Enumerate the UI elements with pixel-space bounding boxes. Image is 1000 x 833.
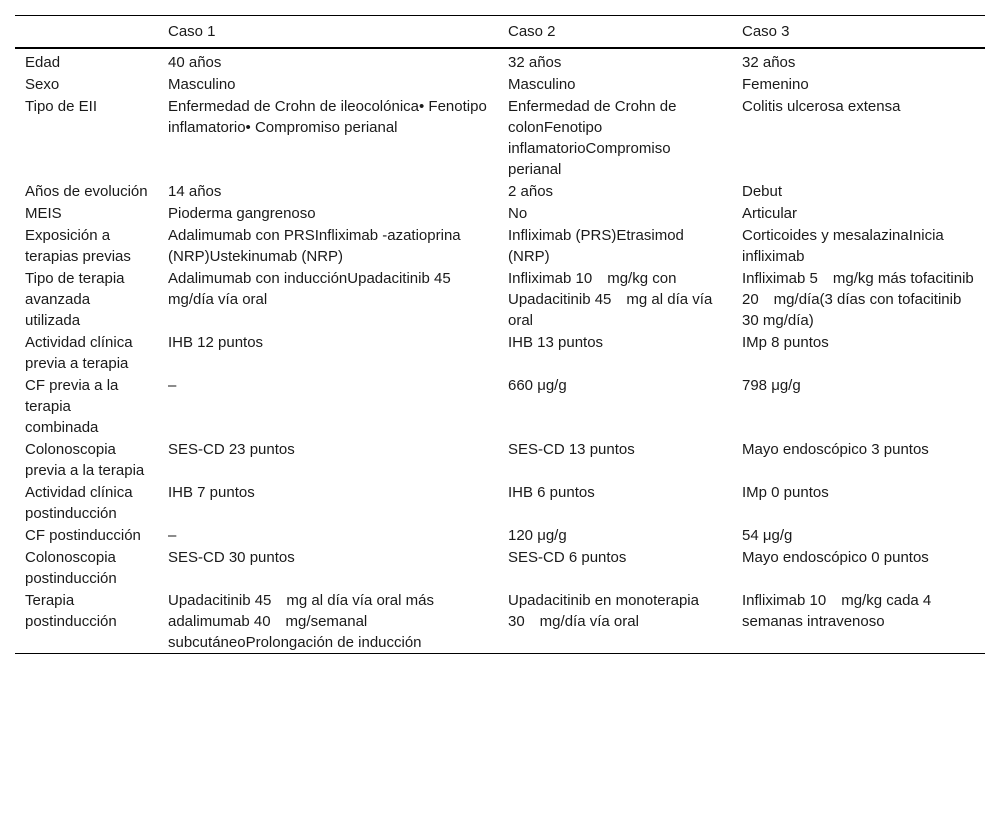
caso-3-cell: Debut <box>742 183 783 200</box>
caso-1-cell: Adalimumab con inducciónUpadacitinib 45 mg/día vía oral <box>168 270 466 308</box>
caso-2-cell: IHB 13 puntos <box>508 334 604 351</box>
table-row <box>15 95 985 180</box>
caso-3-cell: 32 años <box>742 54 796 71</box>
row-label: Edad <box>25 54 61 71</box>
row-label: Colonoscopia previa a la terapia <box>25 441 145 479</box>
row-label: Tipo de terapia avanzada utilizada <box>25 270 125 329</box>
table-row <box>15 202 985 224</box>
caso-2-cell: Infliximab (PRS)Etrasimod (NRP) <box>508 227 684 265</box>
table-row <box>15 546 985 589</box>
caso-1-cell: SES-CD 23 puntos <box>168 441 295 458</box>
caso-1-cell: – <box>168 377 177 394</box>
table-row <box>15 331 985 374</box>
caso-1-cell: 40 años <box>168 54 222 71</box>
header-row <box>15 16 985 49</box>
case-comparison-table-container <box>15 15 985 654</box>
caso-1-cell: Adalimumab con PRSInfliximab -azatioprina (NRP)Ustekinumab (NRP) <box>168 227 461 265</box>
caso-2-cell: 120 μg/g <box>508 527 567 544</box>
header-cell-empty <box>15 16 158 49</box>
caso-1-cell: Pioderma gangrenoso <box>168 205 316 222</box>
row-label: Actividad clínica previa a terapia <box>25 334 133 372</box>
caso-3-cell: Corticoides y mesalazinaInicia infliximab <box>742 227 944 265</box>
caso-3-cell: Infliximab 10 mg/kg cada 4 semanas intravenoso <box>742 592 932 630</box>
case-comparison-table <box>15 15 985 654</box>
caso-2-cell: Infliximab 10 mg/kg con Upadacitinib 45 mg al día vía oral <box>508 270 713 329</box>
row-label: Exposición a terapias previas <box>25 227 131 265</box>
caso-3-cell: Colitis ulcerosa extensa <box>742 98 901 115</box>
caso-3-cell: Mayo endoscópico 0 puntos <box>742 549 929 566</box>
caso-1-cell: IHB 7 puntos <box>168 484 255 501</box>
row-label: Actividad clínica postinducción <box>25 484 133 522</box>
row-label: Sexo <box>25 76 60 93</box>
table-row <box>15 73 985 95</box>
row-label: Tipo de EII <box>25 98 97 115</box>
caso-1-cell: Upadacitinib 45 mg al día vía oral más adalimumab 40 mg/semanal subcutáneoProlongación de inducción <box>168 592 434 651</box>
table-row <box>15 48 985 73</box>
caso-2-cell: SES-CD 6 puntos <box>508 549 627 566</box>
caso-2-cell: IHB 6 puntos <box>508 484 595 501</box>
caso-3-cell: IMp 8 puntos <box>742 334 829 351</box>
caso-2-cell: Masculino <box>508 76 576 93</box>
header-cell-caso-2: Caso 2 <box>508 23 556 40</box>
header-cell-caso-1: Caso 1 <box>168 23 216 40</box>
table-row <box>15 180 985 202</box>
caso-2-cell: SES-CD 13 puntos <box>508 441 635 458</box>
table-row <box>15 438 985 481</box>
caso-3-cell: Femenino <box>742 76 809 93</box>
caso-2-cell: Upadacitinib en monoterapia 30 mg/día vía oral <box>508 592 699 630</box>
caso-1-cell: SES-CD 30 puntos <box>168 549 295 566</box>
caso-2-cell: 660 μg/g <box>508 377 567 394</box>
table-row <box>15 589 985 654</box>
caso-1-cell: – <box>168 527 177 544</box>
caso-3-cell: Mayo endoscópico 3 puntos <box>742 441 929 458</box>
caso-2-cell: 2 años <box>508 183 554 200</box>
caso-3-cell: 798 μg/g <box>742 377 801 394</box>
caso-2-cell: 32 años <box>508 54 562 71</box>
table-row <box>15 374 985 438</box>
caso-3-cell: Articular <box>742 205 798 222</box>
row-label: CF postinducción <box>25 527 141 544</box>
table-row <box>15 524 985 546</box>
caso-3-cell: IMp 0 puntos <box>742 484 829 501</box>
row-label: Años de evolución <box>25 183 148 200</box>
row-label: MEIS <box>25 205 62 222</box>
table-body <box>15 48 985 654</box>
table-row <box>15 224 985 267</box>
caso-1-cell: 14 años <box>168 183 222 200</box>
caso-1-cell: IHB 12 puntos <box>168 334 264 351</box>
table-header <box>15 16 985 49</box>
row-label: Colonoscopia postinducción <box>25 549 117 587</box>
header-cell-caso-3: Caso 3 <box>742 23 790 40</box>
table-row <box>15 267 985 331</box>
caso-1-cell: Masculino <box>168 76 236 93</box>
caso-3-cell: 54 μg/g <box>742 527 793 544</box>
row-label: CF previa a la terapia combinada <box>25 377 119 436</box>
caso-1-cell: Enfermedad de Crohn de ileocolónica• Fenotipo inflamatorio• Compromiso perianal <box>168 98 487 136</box>
row-label: Terapia postinducción <box>25 592 117 630</box>
caso-2-cell: Enfermedad de Crohn de colonFenotipo inflamatorioCompromiso perianal <box>508 98 677 178</box>
table-row <box>15 481 985 524</box>
caso-2-cell: No <box>508 205 528 222</box>
caso-3-cell: Infliximab 5 mg/kg más tofacitinib 20 mg/día(3 días con tofacitinib 30 mg/día) <box>742 270 974 329</box>
